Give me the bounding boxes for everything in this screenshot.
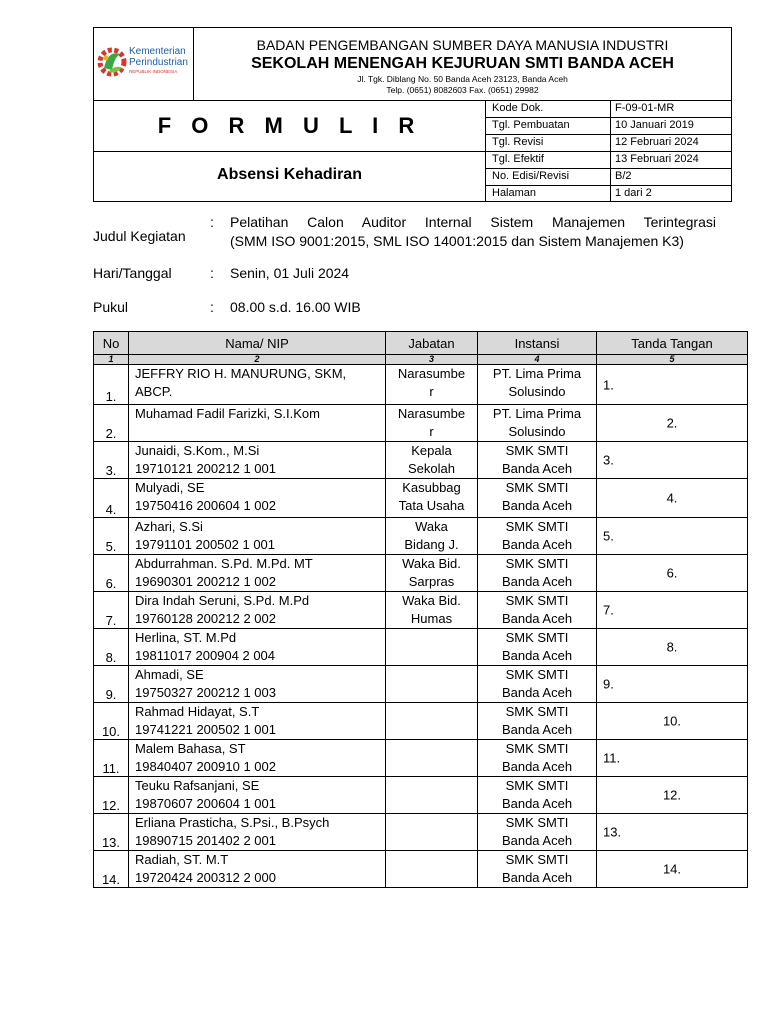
instansi-line2: Banda Aceh <box>501 648 573 663</box>
person-name: Dira Indah Seruni, S.Pd. M.Pd <box>135 593 310 608</box>
form-title: F O R M U L I R <box>94 100 485 152</box>
signature-cell[interactable] <box>597 555 748 592</box>
meta-row <box>486 185 731 202</box>
row-instansi <box>478 666 597 703</box>
school-contact: Telp. (0651) 8082603 Fax. (0651) 29982 <box>386 85 539 95</box>
row-instansi <box>478 851 597 888</box>
meta-row <box>486 151 731 169</box>
row-jabatan <box>386 703 478 740</box>
meta-key: Tgl. Pembuatan <box>492 119 570 131</box>
row-jabatan <box>386 851 478 888</box>
signature-cell[interactable] <box>597 851 748 888</box>
row-jabatan <box>386 518 478 555</box>
pukul-label: Pukul <box>93 299 129 315</box>
table-row <box>94 518 748 555</box>
person-name: Teuku Rafsanjani, SE <box>135 778 260 793</box>
person-nip: 19710121 200212 1 001 <box>135 461 276 476</box>
person-nip: 19690301 200212 1 002 <box>135 574 276 589</box>
person-nip: 19741221 200502 1 001 <box>135 722 276 737</box>
table-row <box>94 777 748 814</box>
school-address: Jl. Tgk. Diblang No. 50 Banda Aceh 23123, Banda Aceh <box>357 74 568 84</box>
table-row <box>94 851 748 888</box>
person-name: Erliana Prasticha, S.Psi., B.Psych <box>135 815 330 830</box>
header-jabatan: Jabatan <box>386 332 478 355</box>
row-number: 14. <box>94 851 129 888</box>
signature-cell[interactable] <box>597 814 748 851</box>
instansi-line1: SMK SMTI <box>505 519 569 534</box>
row-jabatan <box>386 365 478 405</box>
table-row <box>94 479 748 518</box>
person-nip: 19750327 200212 1 003 <box>135 685 276 700</box>
person-nip: ABCP. <box>135 384 173 399</box>
signature-cell[interactable] <box>597 740 748 777</box>
row-jabatan <box>386 740 478 777</box>
jabatan-line2: Bidang J. <box>404 537 459 552</box>
meta-row <box>486 100 731 118</box>
person-name: Mulyadi, SE <box>135 480 205 495</box>
person-name: Muhamad Fadil Farizki, S.I.Kom <box>135 406 320 421</box>
row-name-nip <box>129 442 386 479</box>
signature-number: 12. <box>662 787 682 803</box>
signature-number: 5. <box>603 528 614 544</box>
row-number: 7. <box>94 592 129 629</box>
row-jabatan <box>386 405 478 442</box>
meta-value: 10 Januari 2019 <box>610 117 694 134</box>
jabatan-line1: Waka Bid. <box>402 556 461 571</box>
signature-cell[interactable] <box>597 592 748 629</box>
form-title-block <box>94 100 486 202</box>
instansi-line1: SMK SMTI <box>505 778 569 793</box>
row-instansi <box>478 479 597 518</box>
signature-cell[interactable] <box>597 479 748 518</box>
meta-value: F-09-01-MR <box>610 100 674 117</box>
school-name: SEKOLAH MENENGAH KEJURUAN SMTI BANDA ACEH <box>251 55 674 72</box>
table-row <box>94 666 748 703</box>
instansi-line2: Banda Aceh <box>501 833 573 848</box>
signature-cell[interactable] <box>597 442 748 479</box>
instansi-line2: Banda Aceh <box>501 498 573 513</box>
row-name-nip <box>129 405 386 442</box>
pukul-value: 08.00 s.d. 16.00 WIB <box>230 299 361 315</box>
column-number-row <box>94 355 748 365</box>
row-number: 5. <box>94 518 129 555</box>
row-name-nip <box>129 777 386 814</box>
jabatan-line1: Narasumbe <box>397 406 466 421</box>
instansi-line2: Banda Aceh <box>501 722 573 737</box>
table-row <box>94 592 748 629</box>
row-instansi <box>478 703 597 740</box>
logo-line3: REPUBLIK INDONESIA <box>129 69 178 74</box>
row-number: 9. <box>94 666 129 703</box>
jabatan-line2: r <box>429 424 434 439</box>
agency-name: BADAN PENGEMBANGAN SUMBER DAYA MANUSIA INDUSTRI <box>256 37 669 53</box>
row-instansi <box>478 405 597 442</box>
gear-leaf-icon <box>94 28 193 100</box>
document-header <box>93 27 732 202</box>
instansi-line2: Banda Aceh <box>501 611 573 626</box>
row-jabatan <box>386 555 478 592</box>
col-number: 2 <box>129 355 386 365</box>
instansi-line2: Solusindo <box>508 384 566 399</box>
jabatan-line1: Waka <box>415 519 448 534</box>
row-jabatan <box>386 442 478 479</box>
instansi-line2: Banda Aceh <box>501 461 573 476</box>
jabatan-line1: Kasubbag <box>402 480 461 495</box>
signature-cell[interactable] <box>597 777 748 814</box>
signature-number: 14. <box>662 861 682 877</box>
row-name-nip <box>129 555 386 592</box>
instansi-line1: SMK SMTI <box>505 852 569 867</box>
header-no: No <box>94 332 129 355</box>
judul-line2: (SMM ISO 9001:2015, SML ISO 14001:2015 dan Sistem Manajemen K3) <box>230 233 684 249</box>
row-jabatan <box>386 814 478 851</box>
col-number: 3 <box>386 355 478 365</box>
instansi-line2: Solusindo <box>508 424 566 439</box>
header-instansi: Instansi <box>478 332 597 355</box>
row-instansi <box>478 814 597 851</box>
row-name-nip <box>129 740 386 777</box>
person-name: Abdurrahman. S.Pd. M.Pd. MT <box>135 556 313 571</box>
row-number: 12. <box>94 777 129 814</box>
row-instansi <box>478 442 597 479</box>
person-nip: 19791101 200502 1 001 <box>135 537 276 552</box>
signature-number: 8. <box>666 639 678 655</box>
signature-number: 2. <box>666 415 678 431</box>
meta-value: 1 dari 2 <box>610 185 652 202</box>
jabatan-line2: Humas <box>410 611 453 626</box>
signature-number: 13. <box>603 824 622 840</box>
col-number: 1 <box>94 355 129 365</box>
jabatan-line2: Tata Usaha <box>398 498 465 513</box>
row-instansi <box>478 555 597 592</box>
row-instansi <box>478 777 597 814</box>
person-name: Radiah, ST. M.T <box>135 852 229 867</box>
hari-colon: : <box>210 265 214 281</box>
meta-row <box>486 117 731 135</box>
instansi-line1: SMK SMTI <box>505 815 569 830</box>
meta-key: Halaman <box>492 187 537 199</box>
jabatan-line2: Sarpras <box>408 574 455 589</box>
person-name: Malem Bahasa, ST <box>135 741 246 756</box>
table-row <box>94 555 748 592</box>
jabatan-line2: Sekolah <box>408 461 455 476</box>
signature-cell[interactable] <box>597 629 748 666</box>
judul-line1: Pelatihan Calon Auditor Internal Sistem Manajemen Terintegrasi <box>230 214 716 230</box>
signature-number: 6. <box>666 565 678 581</box>
row-instansi <box>478 740 597 777</box>
table-row <box>94 740 748 777</box>
instansi-line2: Banda Aceh <box>501 796 573 811</box>
signature-cell[interactable] <box>597 518 748 555</box>
row-name-nip <box>129 592 386 629</box>
row-name-nip <box>129 629 386 666</box>
instansi-line1: SMK SMTI <box>505 630 569 645</box>
person-name: Rahmad Hidayat, S.T <box>135 704 260 719</box>
header-top-row <box>94 28 731 101</box>
signature-number: 4. <box>666 490 678 506</box>
meta-value: 12 Februari 2024 <box>610 134 699 151</box>
instansi-line2: Banda Aceh <box>501 870 573 885</box>
table-row <box>94 703 748 740</box>
table-row <box>94 405 748 442</box>
person-name: Herlina, ST. M.Pd <box>135 630 237 645</box>
institution-block <box>194 28 731 100</box>
person-nip: 19720424 200312 2 000 <box>135 870 276 885</box>
signature-number: 10. <box>662 713 682 729</box>
meta-value: 13 Februari 2024 <box>610 151 699 168</box>
row-name-nip <box>129 666 386 703</box>
row-name-nip <box>129 851 386 888</box>
instansi-line1: SMK SMTI <box>505 593 569 608</box>
person-name: Ahmadi, SE <box>135 667 204 682</box>
row-number: 10. <box>94 703 129 740</box>
person-nip: 19840407 200910 1 002 <box>135 759 276 774</box>
meta-row <box>486 168 731 186</box>
signature-cell[interactable] <box>597 703 748 740</box>
signature-number: 3. <box>603 452 614 468</box>
table-row <box>94 629 748 666</box>
signature-cell[interactable] <box>597 365 748 405</box>
row-number: 4. <box>94 479 129 518</box>
table-row <box>94 365 748 405</box>
meta-key: Kode Dok. <box>492 102 544 114</box>
instansi-line1: SMK SMTI <box>505 667 569 682</box>
table-header-row <box>94 332 748 355</box>
signature-number: 9. <box>603 676 614 692</box>
row-name-nip <box>129 365 386 405</box>
instansi-line1: SMK SMTI <box>505 556 569 571</box>
instansi-line2: Banda Aceh <box>501 759 573 774</box>
table-row <box>94 814 748 851</box>
row-instansi <box>478 592 597 629</box>
instansi-line2: Banda Aceh <box>501 537 573 552</box>
hari-label: Hari/Tanggal <box>93 265 172 281</box>
row-jabatan <box>386 629 478 666</box>
row-number: 1. <box>94 365 129 405</box>
instansi-line1: SMK SMTI <box>505 443 569 458</box>
row-name-nip <box>129 814 386 851</box>
instansi-line1: SMK SMTI <box>505 741 569 756</box>
row-jabatan <box>386 777 478 814</box>
row-name-nip <box>129 479 386 518</box>
meta-key: No. Edisi/Revisi <box>492 170 570 182</box>
row-jabatan <box>386 592 478 629</box>
meta-row <box>486 134 731 152</box>
jabatan-line1: Waka Bid. <box>402 593 461 608</box>
col-number: 4 <box>478 355 597 365</box>
row-name-nip <box>129 703 386 740</box>
row-number: 8. <box>94 629 129 666</box>
instansi-line2: Banda Aceh <box>501 685 573 700</box>
person-name: Junaidi, S.Kom., M.Si <box>135 443 260 458</box>
person-nip: 19760128 200212 2 002 <box>135 611 276 626</box>
signature-number: 11. <box>603 750 621 766</box>
pukul-colon: : <box>210 299 214 315</box>
meta-key: Tgl. Revisi <box>492 136 544 148</box>
hari-value: Senin, 01 Juli 2024 <box>230 265 350 281</box>
row-number: 6. <box>94 555 129 592</box>
meta-value: B/2 <box>610 168 632 185</box>
row-name-nip <box>129 518 386 555</box>
signature-cell[interactable] <box>597 666 748 703</box>
row-number: 11. <box>94 740 129 777</box>
row-number: 13. <box>94 814 129 851</box>
instansi-line1: SMK SMTI <box>505 480 569 495</box>
instansi-line1: SMK SMTI <box>505 704 569 719</box>
logo-line2: Perindustrian <box>129 57 188 68</box>
signature-number: 1. <box>603 377 614 392</box>
table-row <box>94 442 748 479</box>
instansi-line2: Banda Aceh <box>501 574 573 589</box>
row-jabatan <box>386 666 478 703</box>
signature-cell[interactable] <box>597 405 748 442</box>
form-subtitle: Absensi Kehadiran <box>217 166 362 183</box>
meta-key: Tgl. Efektif <box>492 153 544 165</box>
jabatan-line1: Narasumbe <box>397 366 466 381</box>
person-nip: 19750416 200604 1 002 <box>135 498 276 513</box>
instansi-line1: PT. Lima Prima <box>492 406 582 421</box>
person-nip: 19870607 200604 1 001 <box>135 796 276 811</box>
row-instansi <box>478 518 597 555</box>
instansi-line1: PT. Lima Prima <box>492 366 582 381</box>
jabatan-line1: Kepala <box>411 443 452 458</box>
person-name: Azhari, S.Si <box>135 519 203 534</box>
judul-label: Judul Kegiatan <box>93 228 186 244</box>
judul-colon: : <box>210 214 214 230</box>
row-jabatan <box>386 479 478 518</box>
col-number: 5 <box>597 355 748 365</box>
jabatan-line2: r <box>429 384 434 399</box>
attendance-table <box>93 331 748 888</box>
header-tanda-tangan: Tanda Tangan <box>597 332 748 355</box>
person-nip: 19890715 201402 2 001 <box>135 833 276 848</box>
person-nip: 19811017 200904 2 004 <box>135 648 276 663</box>
logo-line1: Kementerian <box>129 46 186 57</box>
ministry-logo <box>94 28 194 100</box>
row-number: 2. <box>94 405 129 442</box>
header-nama: Nama/ NIP <box>129 332 386 355</box>
person-name: JEFFRY RIO H. MANURUNG, SKM, <box>135 366 347 381</box>
signature-number: 7. <box>603 602 614 618</box>
row-number: 3. <box>94 442 129 479</box>
row-instansi <box>478 365 597 405</box>
row-instansi <box>478 629 597 666</box>
